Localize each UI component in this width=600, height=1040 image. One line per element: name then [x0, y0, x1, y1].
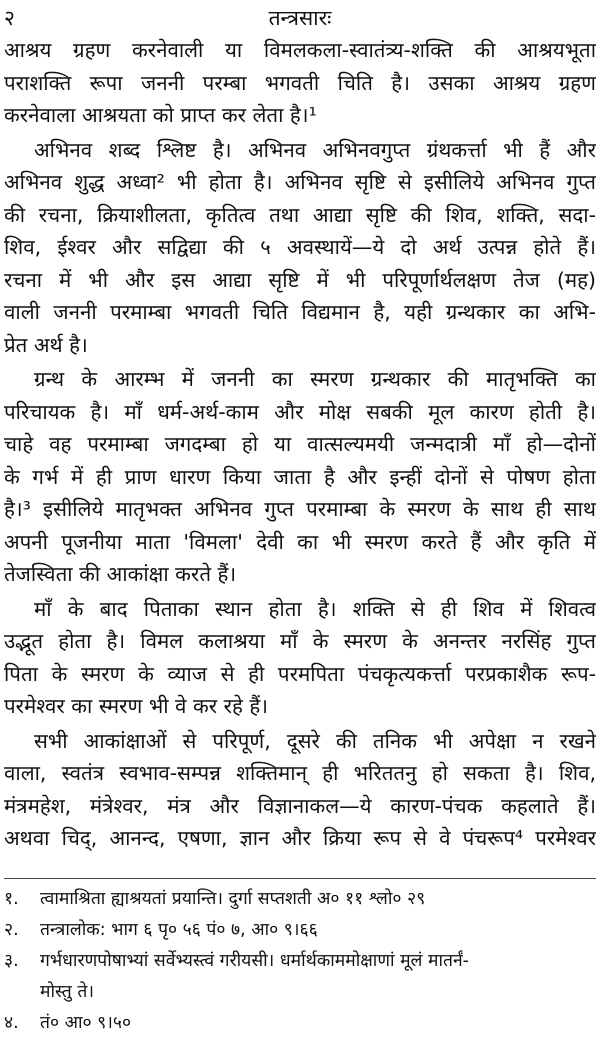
footnotes	[4, 884, 596, 1039]
footnote-number: ४.	[4, 1013, 19, 1033]
footnote-text: गर्भधारणपोषाभ्यां सर्वेभ्यस्त्वं गरीयसी। धर्मार्थकाममोक्षाणां मूलं मातर्नं-	[40, 951, 469, 971]
paragraph	[4, 34, 596, 132]
paragraph	[4, 134, 596, 362]
footnote	[4, 1008, 596, 1039]
text-line: परिचायक है। माँ धर्म-अर्थ-काम और मोक्ष सबकी मूल कारण होती है।	[4, 399, 596, 424]
footnote-divider	[4, 878, 596, 879]
footnote-number: ३.	[4, 951, 19, 971]
text-line: रचना में भी और इस आद्या सृष्टि में भी परिपूर्णार्थलक्षण तेज (मह)	[4, 267, 596, 292]
footnote	[4, 915, 596, 946]
footnote-text: तन्त्रालोक: भाग ६ पृ० ५६ पं० ७, आ० ९।६६	[40, 920, 318, 940]
text-line: की रचना, क्रियाशीलता, कृतित्व तथा आद्या सृष्टि की शिव, शक्ति, सदा-	[4, 202, 596, 227]
footnote-number: २.	[4, 920, 19, 940]
text-line: ग्रन्थ के आरम्भ में जननी का स्मरण ग्रन्थकार की मातृभक्ति का	[34, 367, 596, 391]
text-line: के गर्भ में ही प्राण धारण किया जाता है और इन्हीं दोनों से पोषण होता	[4, 464, 596, 489]
text-line: शिव, ईश्वर और सद्विद्या की ५ अवस्थायें—ये दो अर्थ उत्पन्न होते हैं।	[4, 235, 596, 259]
text-line: माँ के बाद पिताका स्थान होता है। शक्ति से ही शिव में शिवत्व	[34, 596, 596, 621]
paragraph	[4, 593, 596, 723]
text-line: है।³ इसीलिये मातृभक्त अभिनव गुप्त परमाम्बा के स्मरण के साथ ही साथ	[4, 497, 596, 521]
footnote	[4, 884, 596, 915]
text-line: चाहे वह परमाम्बा जगदम्बा हो या वात्सल्यमयी जन्मदात्री माँ हो—दोनों	[4, 432, 596, 456]
footnote-text: तं० आ० ९।५०	[40, 1013, 132, 1033]
text-line: परमेश्वर का स्मरण भी वे कर रहे हैं।	[4, 694, 269, 718]
page-number: २	[4, 6, 15, 30]
text-line: अथवा चिद्, आनन्द, एषणा, ज्ञान और क्रिया रूप से वे पंचरूप⁴ परमेश्वर	[4, 826, 596, 850]
text-line: उद्भूत होता है। विमल कलाश्रया माँ के स्मरण के अनन्तर नरसिंह गुप्त	[4, 629, 596, 653]
footnote	[4, 946, 596, 977]
text-line: पिता के स्मरण के व्याज से ही परमपिता पंचकृत्यकर्त्ता परप्रकाशैक रूप-	[4, 661, 596, 686]
text-line: पराशक्ति रूपा जननी परम्बा भगवती चिति है। उसका आश्रय ग्रहण	[4, 70, 596, 95]
paragraph	[4, 363, 596, 591]
text-line: अपनी पूजनीया माता 'विमला' देवी का भी स्मरण करते हैं और कृति में	[4, 529, 596, 554]
footnote-text: मोस्तु ते।	[40, 982, 94, 1002]
page-header	[0, 4, 600, 34]
text-line: वाला, स्वतंत्र स्वभाव-सम्पन्न शक्तिमान् ही भरिततनु हो सकता है। शिव,	[4, 761, 596, 785]
text-line: अभिनव शब्द श्लिष्ट है। अभिनव अभिनवगुप्त ग्रंथकर्त्ता भी हैं और	[34, 137, 596, 162]
text-line: आश्रय ग्रहण करनेवाली या विमलकला-स्वातंत्र्य-शक्ति की आश्रयभूता	[4, 38, 596, 62]
text-line: अभिनव शुद्ध अध्वा² भी होता है। अभिनव सृष्टि से इसीलिये अभिनव गुप्त	[4, 170, 596, 194]
text-line: वाली जननी परमाम्बा भगवती चिति विद्यमान है, यही ग्रन्थकार का अभि-	[4, 300, 596, 324]
footnote-number: १.	[4, 889, 19, 909]
text-line: सभी आकांक्षाओं से परिपूर्ण, दूसरे की तनिक भी अपेक्षा न रखने	[34, 728, 596, 753]
text-line: करनेवाला आश्रयता को प्राप्त कर लेता है।¹	[4, 103, 317, 127]
text-line: प्रेत अर्थ है।	[4, 332, 88, 357]
running-title: तन्त्रसारः	[268, 6, 332, 30]
text-line: मंत्रमहेश, मंत्रेश्वर, मंत्र और विज्ञानाकल—ये कारण-पंचक कहलाते हैं।	[4, 793, 596, 818]
footnote-continuation	[4, 977, 596, 1008]
footnote-text: त्वामाश्रिता ह्याश्रयतां प्रयान्ति। दुर्गा सप्तशती अ० ११ श्लो० २९	[40, 889, 426, 909]
body-text	[4, 34, 596, 857]
paragraph	[4, 725, 596, 855]
text-line: तेजस्विता की आकांक्षा करते हैं।	[4, 562, 237, 586]
